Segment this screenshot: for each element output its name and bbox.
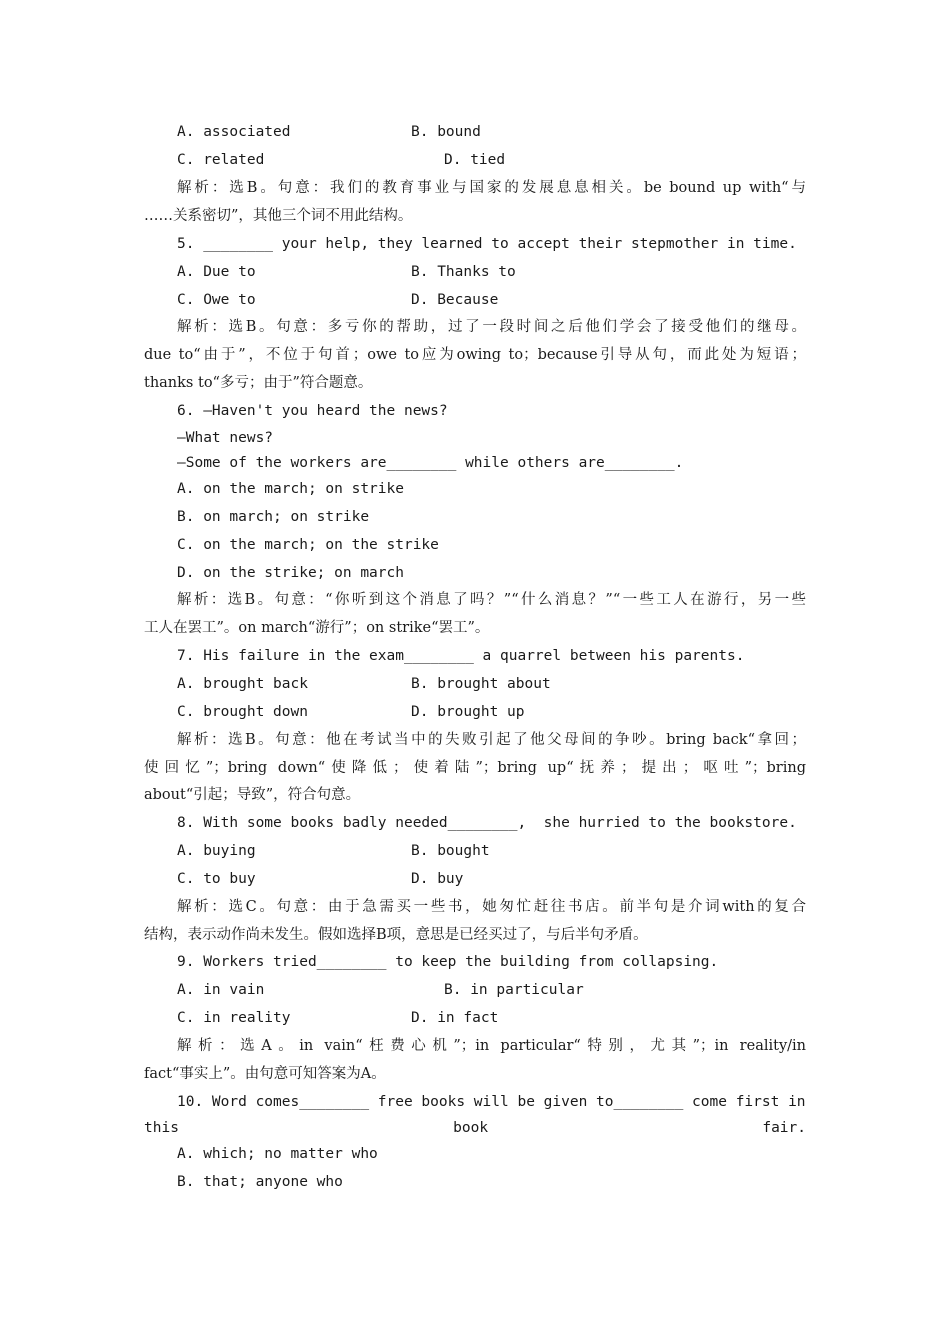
text-line: 结构，表示动作尚未发生。假如选择B项，意思是已经买过了，与后半句矛盾。 bbox=[144, 927, 648, 943]
text-line: 解析：选B。句意：“你听到这个消息了吗？”“什么消息？”“一些工人在游行，另一些 bbox=[177, 592, 806, 608]
text-line: —What news? bbox=[177, 430, 274, 446]
text-line: B. Thanks to bbox=[411, 264, 516, 280]
text-line: B. that; anyone who bbox=[177, 1174, 343, 1190]
text-line: B. bound bbox=[411, 124, 481, 140]
text-line: C. in reality bbox=[177, 1010, 291, 1026]
text-line: 工人在罢工”。on march“游行”；on strike“罢工”。 bbox=[144, 620, 490, 636]
text-line: C. related bbox=[177, 152, 265, 168]
text-line: 5. ________ your help, they learned to accept their stepmother in time. bbox=[177, 236, 797, 252]
text-line: A. in vain bbox=[177, 982, 265, 998]
text-line: A. associated bbox=[177, 124, 291, 140]
text-line: 7. His failure in the exam________ a quarrel between his parents. bbox=[177, 648, 745, 664]
text-line: D. tied bbox=[444, 152, 506, 168]
text-line: 解析：选B。句意：我们的教育事业与国家的发展息息相关。be bound up with“与 bbox=[177, 180, 806, 196]
text-line: 解析：选C。句意：由于急需买一些书，她匆忙赶往书店。前半句是介词with的复合 bbox=[177, 899, 806, 915]
text-line: 10. Word comes________ free books will be given to________ come first in bbox=[177, 1094, 806, 1110]
text-line: 解析：选A。in vain“枉费心机”；in particular“特别，尤其”；in reality/in bbox=[177, 1038, 806, 1054]
text-line: 解析：选B。句意：他在考试当中的失败引起了他父母间的争吵。bring back“拿回； bbox=[177, 732, 806, 748]
text-line: A. brought back bbox=[177, 676, 308, 692]
text-line: D. on the strike; on march bbox=[177, 565, 404, 581]
text-line: A. Due to bbox=[177, 264, 256, 280]
text-line: this book fair. bbox=[144, 1120, 806, 1136]
text-line: A. which; no matter who bbox=[177, 1146, 378, 1162]
text-line: C. to buy bbox=[177, 871, 256, 887]
text-line: C. Owe to bbox=[177, 292, 256, 308]
text-line: fact“事实上”。由句意可知答案为A。 bbox=[144, 1066, 386, 1082]
text-line: C. on the march; on the strike bbox=[177, 537, 439, 553]
text-line: thanks to“多亏；由于”符合题意。 bbox=[144, 375, 373, 391]
text-line: D. in fact bbox=[411, 1010, 499, 1026]
text-line: 8. With some books badly needed________, she hurried to the bookstore. bbox=[177, 815, 797, 831]
text-line: 6. —Haven't you heard the news? bbox=[177, 403, 448, 419]
text-line: B. bought bbox=[411, 843, 490, 859]
text-line: B. brought about bbox=[411, 676, 551, 692]
text-line: C. brought down bbox=[177, 704, 308, 720]
text-line: B. on march; on strike bbox=[177, 509, 370, 525]
text-line: A. on the march; on strike bbox=[177, 481, 404, 497]
text-line: A. buying bbox=[177, 843, 256, 859]
text-line: 使回忆”；bring down“使降低；使着陆”；bring up“抚养；提出；呕吐”；bring bbox=[144, 760, 806, 776]
text-line: about“引起；导致”，符合句意。 bbox=[144, 787, 361, 803]
text-line: ……关系密切”，其他三个词不用此结构。 bbox=[144, 208, 413, 224]
text-line: due to“由于”，不位于句首；owe to应为owing to；because引导从句，而此处为短语； bbox=[144, 347, 806, 363]
text-line: D. brought up bbox=[411, 704, 525, 720]
text-line: B. in particular bbox=[444, 982, 584, 998]
text-line: —Some of the workers are________ while others are________. bbox=[177, 455, 684, 471]
text-line: D. buy bbox=[411, 871, 464, 887]
text-line: D. Because bbox=[411, 292, 499, 308]
text-line: 解析：选B。句意：多亏你的帮助，过了一段时间之后他们学会了接受他们的继母。 bbox=[177, 319, 806, 335]
text-line: 9. Workers tried________ to keep the building from collapsing. bbox=[177, 954, 719, 970]
